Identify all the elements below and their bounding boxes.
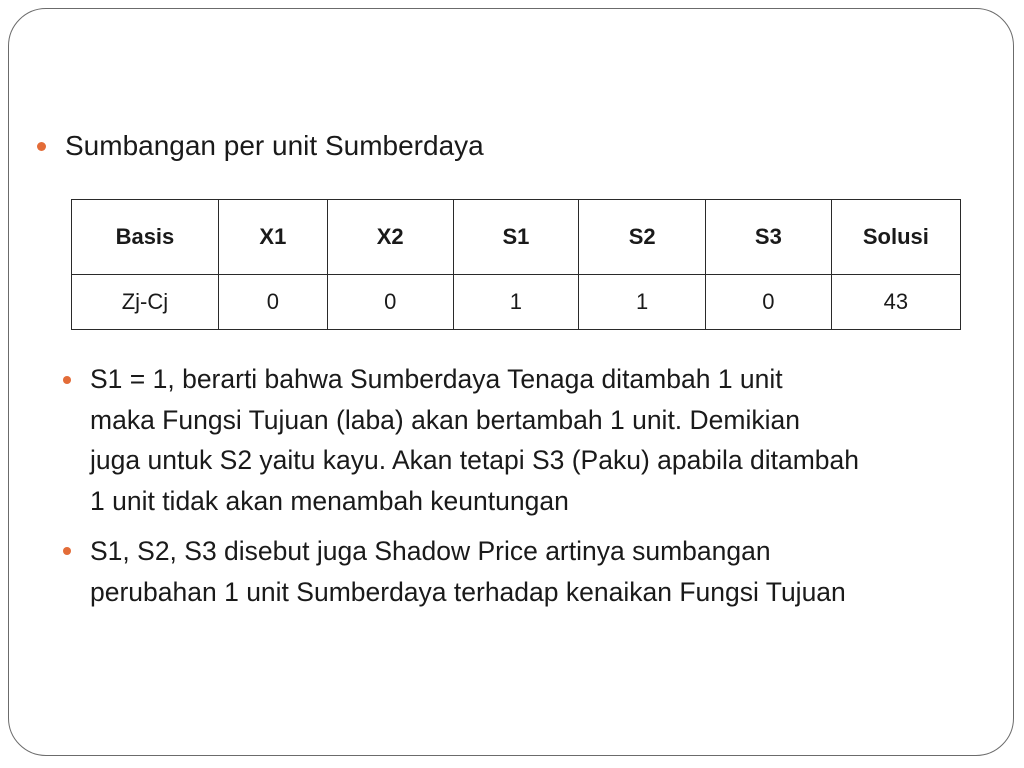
table-header-cell: S1: [453, 200, 579, 275]
table-cell: 1: [579, 275, 706, 330]
table-header-cell: Solusi: [831, 200, 960, 275]
bullet-paragraph: [90, 359, 990, 521]
paragraph-line: S1, S2, S3 disebut juga Shadow Price artinya sumbangan: [90, 536, 771, 566]
table-cell: 43: [831, 275, 960, 330]
table-header-cell: X1: [218, 200, 327, 275]
bullet-paragraph: [90, 531, 990, 612]
paragraph-line: perubahan 1 unit Sumberdaya terhadap kenaikan Fungsi Tujuan: [90, 576, 846, 607]
paragraph-line: maka Fungsi Tujuan (laba) akan bertambah 1 unit. Demikian: [90, 404, 800, 435]
slide-heading: Sumbangan per unit Sumberdaya: [65, 130, 484, 161]
table-cell: 0: [218, 275, 327, 330]
table-cell: Zj-Cj: [72, 275, 219, 330]
paragraph-line: juga untuk S2 yaitu kayu. Akan tetapi S3 (Paku) apabila ditambah: [90, 445, 859, 475]
table-cell: 0: [327, 275, 453, 330]
bullet-dot: [63, 547, 71, 555]
table-header-cell: X2: [327, 200, 453, 275]
bullet-dot: [63, 376, 71, 384]
simplex-table: [71, 199, 961, 330]
table-header-row: [72, 200, 961, 275]
table-header-cell: S3: [706, 200, 832, 275]
bullet-dot: [37, 142, 46, 151]
paragraph-line: 1 unit tidak akan menambah keuntungan: [90, 485, 569, 516]
table-cell: 0: [706, 275, 832, 330]
paragraph-line: S1 = 1, berarti bahwa Sumberdaya Tenaga ditambah 1 unit: [90, 364, 783, 394]
table-header-cell: S2: [579, 200, 706, 275]
table-header-cell: Basis: [72, 200, 219, 275]
table-row: [72, 275, 961, 330]
table-cell: 1: [453, 275, 579, 330]
